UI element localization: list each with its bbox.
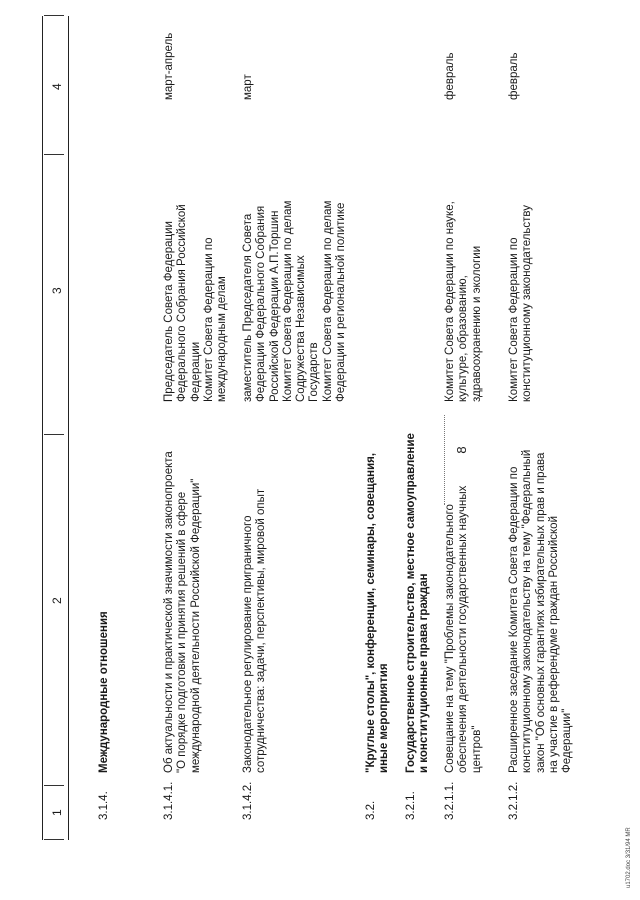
row-code: 3.1.4.2. [242,781,254,820]
row-responsible: Комитет Совета Федерации по конституционному законодательству [508,204,534,402]
row-code: 3.2. [365,800,377,820]
header-col-1: 1 [50,809,64,816]
row-code: 3.1.4.1. [163,781,175,820]
header-divider [44,154,64,155]
row-code: 3.1.4. [98,791,110,820]
header-divider [44,15,64,16]
row-code: 3.2.1.1. [444,781,456,820]
header-top-line [42,16,43,840]
row-title: Государственное строительство, местное самоуправление и конституционные права граждан [405,433,431,773]
header-col-4: 4 [50,83,64,90]
header-col-3: 3 [50,287,64,294]
row-responsible: Комитет Совета Федерации по науке, культуре, образованию, здравоохранению и экологии [444,201,483,402]
header-divider [44,785,64,786]
row-term: март-апрель [163,32,175,100]
row-code: 3.2.1. [405,791,417,820]
row-text: Об актуальности и практической значимости законопроекта "О порядке подготовки и принятия решений в сфере международной деятельности Российской Федерации" [163,451,202,773]
header-col-2: 2 [50,597,64,604]
file-footer: u1702.doc 3/31/94 MR [626,827,632,888]
row-text: Законодательное регулирование приграничного сотрудничества: задачи, перспективы, мировой опыт [242,488,268,773]
header-divider [44,434,64,435]
header-bottom-line [68,16,69,840]
row-code: 3.2.1.2. [508,781,520,820]
row-responsible: Председатель Совета Федерации Федерального Собрания Российской Федерации Комитет Совета Федерации по международным делам [163,204,229,402]
row-responsible: заместитель Председателя Совета Федерации Федерального Собрания Российской Федерации А.П.Торшин Комитет Совета Федерации по делам Содружества Независимых Государств Комитет Совета Федерации по делам Федерации и региональной политике [242,200,348,402]
row-text: Совещание на тему "Проблемы законодательного обеспечения деятельности государственных научных центров" [444,485,483,773]
row-term: февраль [444,52,456,100]
row-term: март [242,74,254,100]
row-text: Расширенное заседание Комитета Совета Федерации по конституционному законодательству на тему "Федеральный закон "Об основных гарантиях избирательных прав и права на участие в референдуме граждан Российской Федерации" [508,449,574,773]
page-number: 8 [454,446,469,454]
row-title: Международные отношения [98,611,110,773]
row-term: февраль [508,52,520,100]
row-title: "Круглые столы", конференции, семинары, совещания, иные мероприятия [365,452,391,773]
header-divider [44,839,64,840]
